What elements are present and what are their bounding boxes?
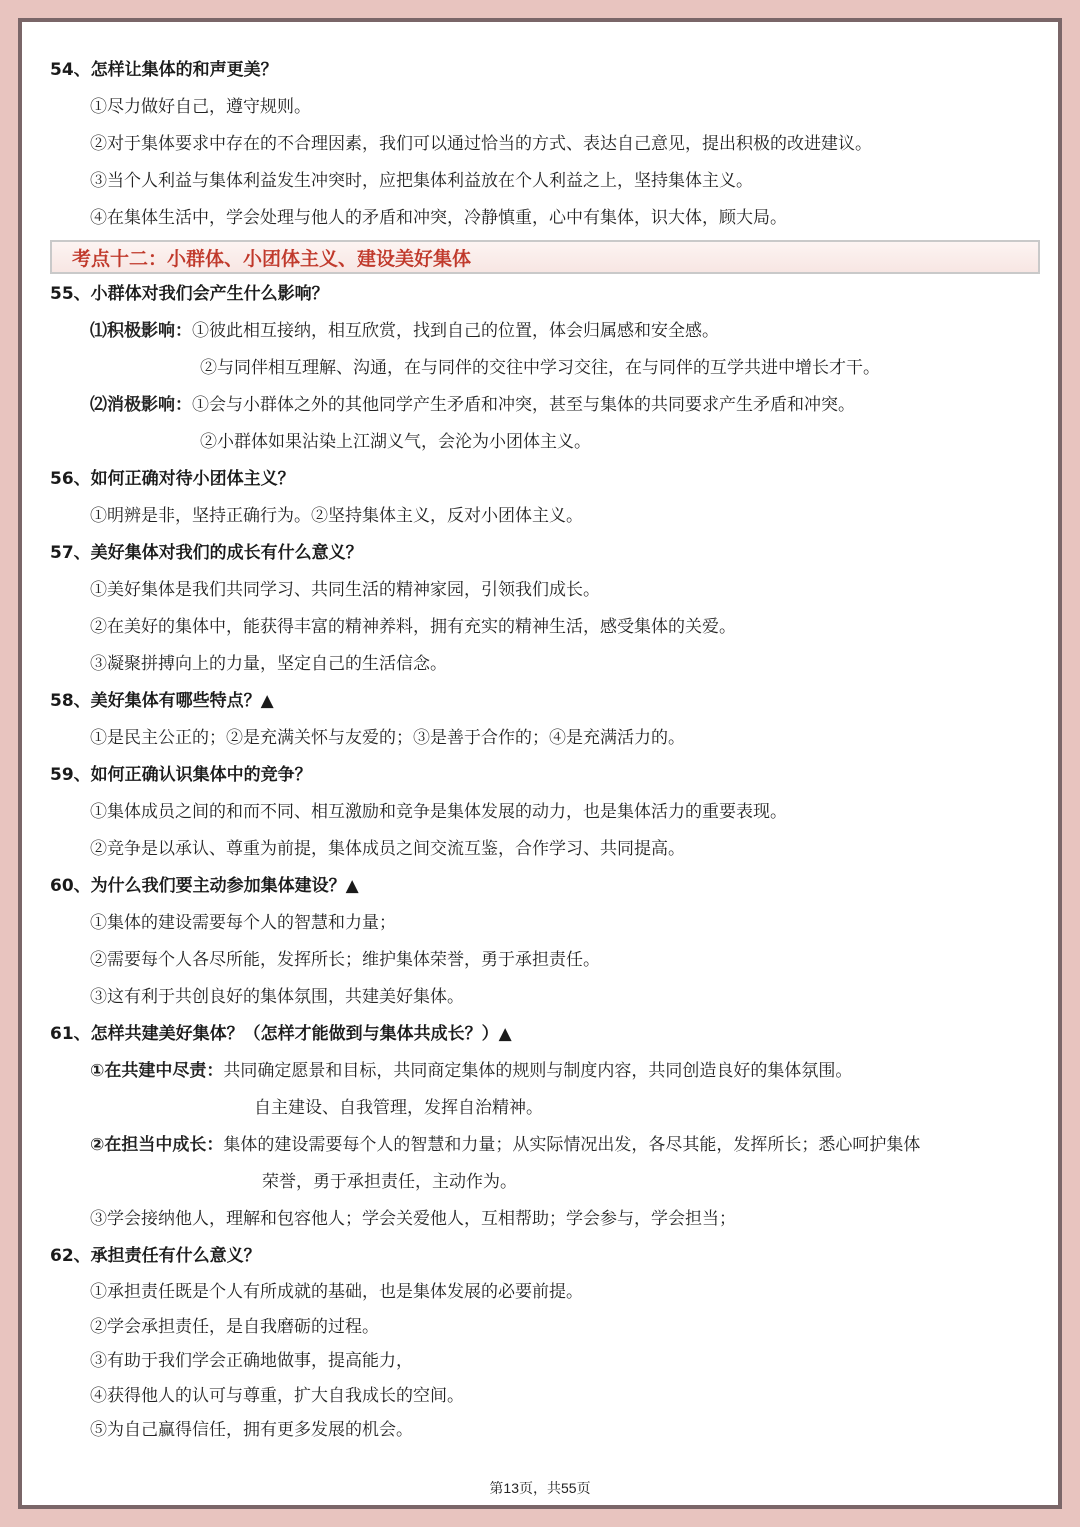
negative-impact-label: ⑵消极影响： [90,395,192,415]
question-60-title: 60、为什么我们要主动参加集体建设？▲ [50,876,359,896]
question-58-title: 58、美好集体有哪些特点？▲ [50,691,274,711]
question-56-answer-1: ①明辨是非，坚持正确行为。②坚持集体主义，反对小团体主义。 [90,506,583,526]
item-2-label: ②在担当中成长： [90,1135,224,1155]
question-57-answer-2: ②在美好的集体中，能获得丰富的精神养料，拥有充实的精神生活，感受集体的关爱。 [90,617,736,637]
section-header-12: 考点十二：小群体、小团体主义、建设美好集体 [50,240,1040,274]
question-61-item-2-row-1 [50,1127,1040,1164]
item-3: ③学会接纳他人，理解和包容他人；学会关爱他人，互相帮助；学会参与，学会担当； [90,1209,736,1229]
document-content [50,52,1040,1448]
question-59-answer-2: ②竞争是以承认、尊重为前提，集体成员之间交流互鉴，合作学习、共同提高。 [90,839,685,859]
question-59-title: 59、如何正确认识集体中的竞争？ [50,765,312,785]
item-1-line-1: 共同确定愿景和目标，共同商定集体的规则与制度内容，共同创造良好的集体氛围。 [223,1061,853,1081]
question-62-answer-5: ⑤为自己赢得信任，拥有更多发展的机会。 [90,1420,413,1440]
question-61-item-1-row-1 [50,1053,1040,1090]
question-57-answer-1: ①美好集体是我们共同学习、共同生活的精神家园，引领我们成长。 [90,580,600,600]
question-57-answer-3: ③凝聚拼搏向上的力量，坚定自己的生活信念。 [90,654,447,674]
question-62-answer-2: ②学会承担责任，是自我磨砺的过程。 [90,1316,379,1337]
question-59-answer-1: ①集体成员之间的和而不同、相互激励和竞争是集体发展的动力，也是集体活力的重要表现。 [90,802,787,822]
page-frame [18,18,1062,1509]
question-54-title: 54、怎样让集体的和声更美？ [50,60,278,80]
question-61-title: 61、怎样共建美好集体？（怎样才能做到与集体共成长？）▲ [50,1024,512,1044]
positive-impact-label: ⑴积极影响： [90,321,192,341]
item-2-line-2: 荣誉，勇于承担责任，主动作为。 [262,1172,517,1192]
negative-impact-1: ①会与小群体之外的其他同学产生矛盾和冲突，甚至与集体的共同要求产生矛盾和冲突。 [192,395,855,415]
question-55-positive-row-1 [50,313,1040,350]
question-58-answer-1: ①是民主公正的；②是充满关怀与友爱的；③是善于合作的；④是充满活力的。 [90,728,685,748]
question-62-answer-4: ④获得他人的认可与尊重，扩大自我成长的空间。 [90,1385,464,1406]
question-54-answer-4: ④在集体生活中，学会处理与他人的矛盾和冲突，冷静慎重，心中有集体，识大体，顾大局。 [90,208,787,228]
question-62-answer-1: ①承担责任既是个人有所成就的基础，也是集体发展的必要前提。 [90,1282,583,1302]
question-62-answer-3: ③有助于我们学会正确地做事，提高能力， [90,1351,413,1371]
question-60-answer-2: ②需要每个人各尽所能，发挥所长；维护集体荣誉，勇于承担责任。 [90,950,600,970]
question-57-title: 57、美好集体对我们的成长有什么意义？ [50,543,363,563]
item-2-line-1: 集体的建设需要每个人的智慧和力量；从实际情况出发，各尽其能，发挥所长；悉心呵护集体 [223,1135,921,1155]
page-number: 第13页，共55页 [489,1480,591,1496]
item-1-label: ①在共建中尽责： [90,1061,224,1081]
question-54-answer-1: ①尽力做好自己，遵守规则。 [90,97,311,117]
negative-impact-2: ②小群体如果沾染上江湖义气，会沦为小团体主义。 [200,432,591,452]
question-55-negative-row-1 [50,387,1040,424]
question-60-answer-3: ③这有利于共创良好的集体氛围，共建美好集体。 [90,987,464,1007]
question-60-answer-1: ①集体的建设需要每个人的智慧和力量； [90,913,396,933]
question-56-title: 56、如何正确对待小团体主义？ [50,469,295,489]
question-55-title: 55、小群体对我们会产生什么影响？ [50,284,329,304]
positive-impact-2: ②与同伴相互理解、沟通，在与同伴的交往中学习交往，在与同伴的互学共进中增长才干。 [200,358,880,378]
positive-impact-1: ①彼此相互接纳，相互欣赏，找到自己的位置，体会归属感和安全感。 [192,321,719,341]
question-54-answer-2: ②对于集体要求中存在的不合理因素，我们可以通过恰当的方式、表达自己意见，提出积极的改进建议。 [90,134,872,154]
question-54-answer-3: ③当个人利益与集体利益发生冲突时，应把集体利益放在个人利益之上，坚持集体主义。 [90,171,753,191]
question-62-title: 62、承担责任有什么意义？ [50,1246,261,1266]
item-1-line-2: 自主建设、自我管理，发挥自治精神。 [254,1098,543,1118]
